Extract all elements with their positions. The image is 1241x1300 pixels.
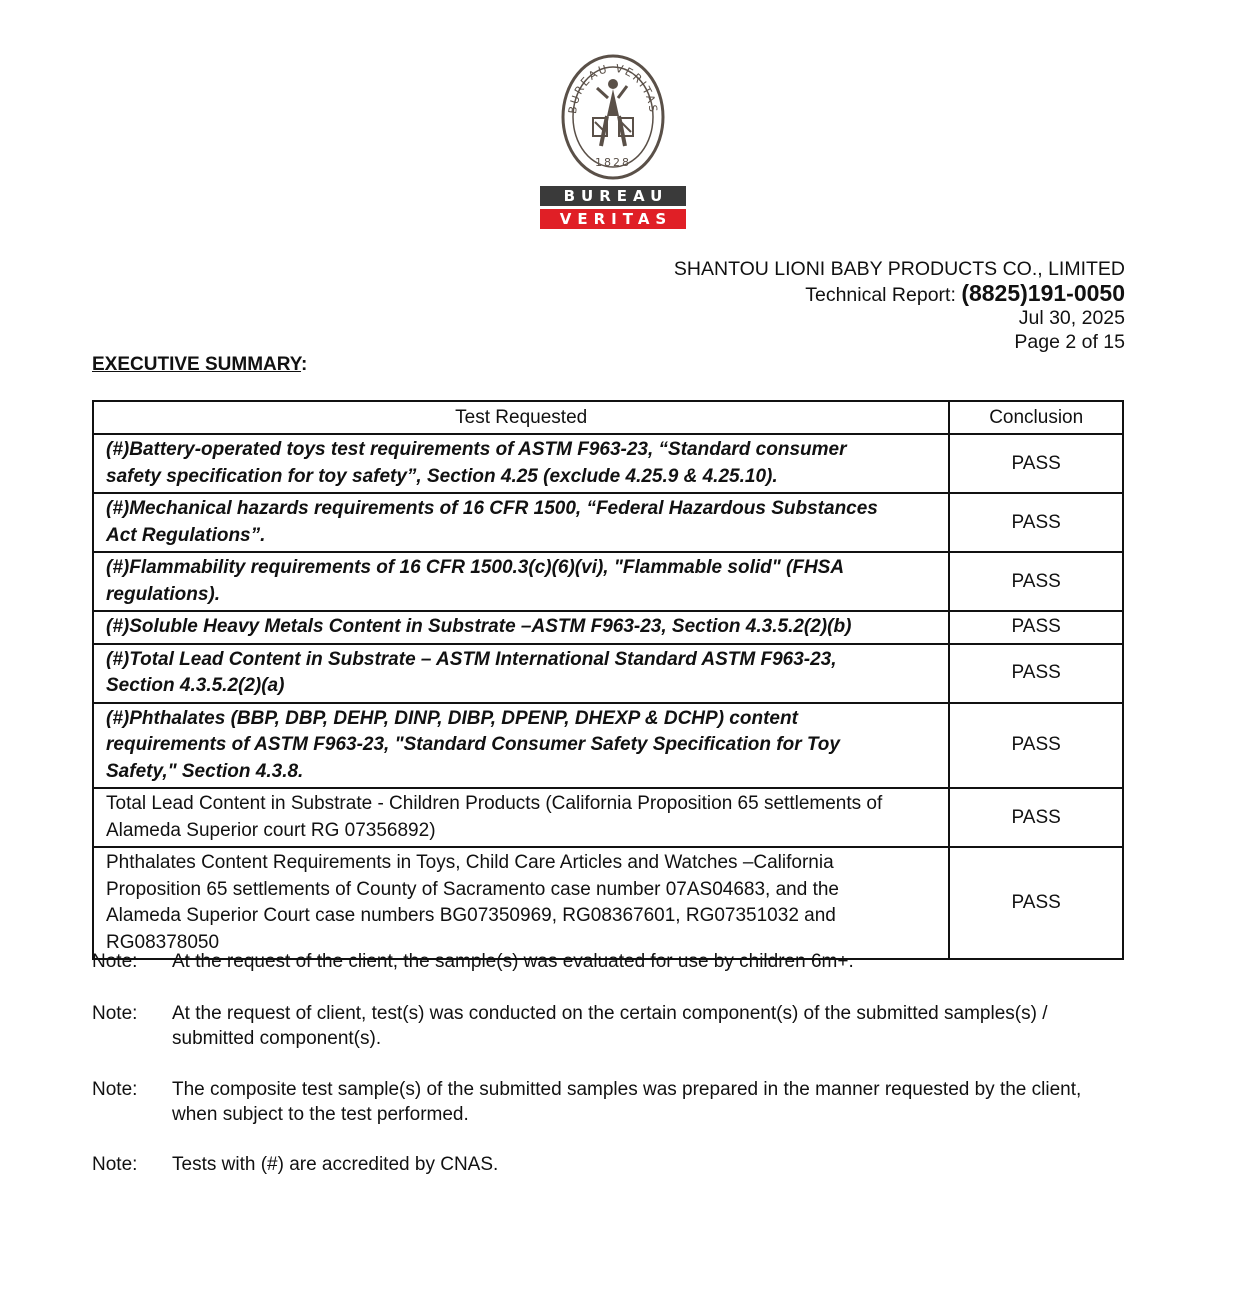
- company-name: SHANTOU LIONI BABY PRODUCTS CO., LIMITED: [673, 258, 1125, 280]
- note-label: Note:: [92, 1003, 138, 1024]
- test-requested-cell: [93, 611, 949, 644]
- page-number: Page 2 of 15: [1014, 330, 1125, 353]
- table-row: [93, 611, 1123, 644]
- executive-summary-colon: :: [301, 354, 308, 375]
- conclusion-cell: PASS: [949, 644, 1123, 703]
- note-line: when subject to the test performed.: [172, 1104, 469, 1125]
- column-header-conclusion: Conclusion: [949, 401, 1123, 434]
- report-header: [674, 258, 1125, 354]
- note-line: Tests with (#) are accredited by CNAS.: [172, 1154, 499, 1175]
- conclusion-cell: PASS: [949, 611, 1123, 644]
- note-line: The composite test sample(s) of the submitted samples was prepared in the manner requested by the client,: [172, 1079, 1082, 1100]
- note-label: Note:: [92, 1079, 138, 1100]
- test-requested-cell: [93, 788, 949, 847]
- table-row: [93, 552, 1123, 611]
- test-requested-line: Act Regulations”.: [106, 524, 266, 546]
- table-row: [93, 493, 1123, 552]
- conclusion-cell: PASS: [949, 847, 1123, 959]
- note-line: At the request of the client, the sample(s) was evaluated for use by children 6m+.: [172, 951, 854, 972]
- note: [92, 949, 1132, 974]
- note: [92, 1152, 1132, 1177]
- test-requested-cell: [93, 644, 949, 703]
- note-text: [172, 1077, 1132, 1127]
- summary-table: [92, 400, 1124, 960]
- executive-summary-title: [92, 354, 307, 376]
- test-requested-line: (#)Phthalates (BBP, DBP, DEHP, DINP, DIBP, DPENP, DHEXP & DCHP) content: [106, 707, 798, 729]
- report-date: Jul 30, 2025: [1018, 307, 1125, 329]
- test-requested-line: Phthalates Content Requirements in Toys, Child Care Articles and Watches –California: [106, 852, 834, 873]
- test-requested-line: Section 4.3.5.2(2)(a): [106, 675, 285, 696]
- test-requested-line: (#)Flammability requirements of 16 CFR 1500.3(c)(6)(vi), "Flammable solid" (FHSA: [106, 557, 845, 578]
- note-label: Note:: [92, 951, 138, 972]
- conclusion-cell: PASS: [949, 703, 1123, 789]
- logo-bar-bureau: BUREAU: [540, 186, 686, 206]
- test-requested-cell: [93, 434, 949, 493]
- test-requested-line: requirements of ASTM F963-23, "Standard Consumer Safety Specification for Toy: [106, 734, 840, 755]
- report-label: Technical Report:: [805, 283, 956, 306]
- conclusion-cell: PASS: [949, 552, 1123, 611]
- test-requested-line: safety specification for toy safety”, Section 4.25 (exclude 4.25.9 & 4.25.10).: [106, 465, 778, 487]
- table-row: [93, 703, 1123, 789]
- test-requested-line: Total Lead Content in Substrate - Children Products (California Proposition 65 settlements of: [106, 793, 883, 814]
- test-requested-line: (#)Soluble Heavy Metals Content in Substrate –ASTM F963-23, Section 4.3.5.2(2)(b): [106, 616, 852, 637]
- note-text: [172, 1152, 1132, 1177]
- note: [92, 1001, 1132, 1051]
- test-requested-line: regulations).: [106, 583, 221, 605]
- test-requested-line: RG08378050: [106, 931, 220, 953]
- note-text: [172, 949, 1132, 974]
- executive-summary-label: EXECUTIVE SUMMARY: [92, 354, 302, 375]
- table-row: [93, 788, 1123, 847]
- test-requested-line: (#)Battery-operated toys test requirements of ASTM F963-23, “Standard consumer: [106, 439, 847, 460]
- test-requested-cell: [93, 493, 949, 552]
- logo-bar-veritas: VERITAS: [540, 209, 686, 229]
- table-row: [93, 847, 1123, 959]
- test-requested-cell: [93, 703, 949, 789]
- test-requested-line: Proposition 65 settlements of County of Sacramento case number 07AS04683, and the: [106, 878, 840, 900]
- test-requested-cell: [93, 552, 949, 611]
- bureau-veritas-seal-icon: [561, 54, 665, 180]
- test-requested-line: (#)Total Lead Content in Substrate – ASTM International Standard ASTM F963-23,: [106, 648, 837, 670]
- seal-year: 1828: [595, 156, 631, 169]
- table-row: [93, 434, 1123, 493]
- note-text: [172, 1001, 1132, 1051]
- test-requested-line: Alameda Superior Court case numbers BG07350969, RG08367601, RG07351032 and: [106, 905, 836, 926]
- test-requested-line: Alameda Superior court RG 07356892): [106, 819, 436, 841]
- note-line: submitted component(s).: [172, 1028, 382, 1049]
- conclusion-cell: PASS: [949, 434, 1123, 493]
- bureau-veritas-logo: [540, 54, 686, 229]
- note-line: At the request of client, test(s) was conducted on the certain component(s) of the submitted samples(s) /: [172, 1003, 1048, 1024]
- column-header-test: Test Requested: [93, 401, 949, 434]
- conclusion-cell: PASS: [949, 493, 1123, 552]
- conclusion-cell: PASS: [949, 788, 1123, 847]
- report-line: [674, 279, 1125, 308]
- test-requested-line: Safety," Section 4.3.8.: [106, 760, 304, 782]
- test-requested-cell: [93, 847, 949, 959]
- test-requested-line: (#)Mechanical hazards requirements of 16 CFR 1500, “Federal Hazardous Substances: [106, 498, 878, 519]
- table-header-row: [93, 401, 1123, 434]
- summary-table-body: [93, 434, 1123, 959]
- note-label: Note:: [92, 1154, 138, 1175]
- table-row: [93, 644, 1123, 703]
- seal-arc-text: BUREAU VERITAS: [566, 61, 660, 115]
- report-number: (8825)191-0050: [961, 279, 1125, 306]
- note: [92, 1077, 1132, 1127]
